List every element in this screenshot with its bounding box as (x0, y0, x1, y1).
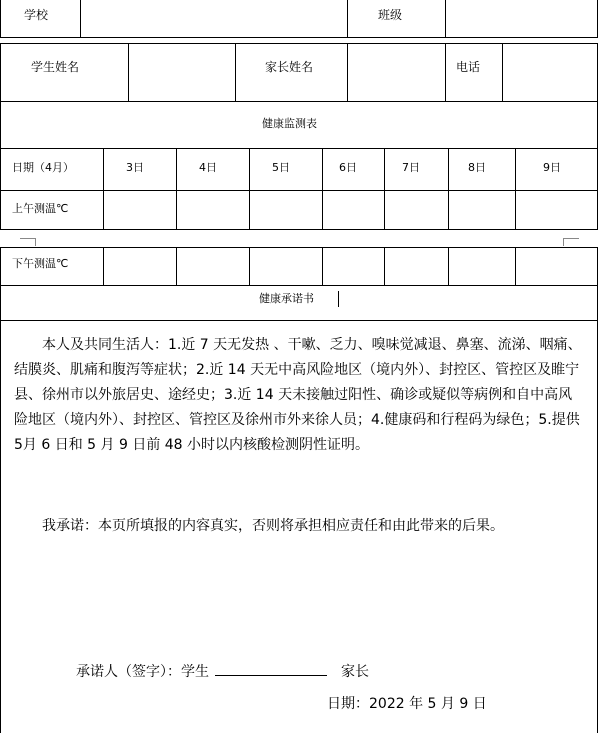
pledge-date: 日期：2022 年 5 月 9 日 (327, 696, 487, 712)
am-temperature-label: 上午测温℃ (12, 202, 69, 215)
phone-label: 电话 (456, 60, 481, 74)
date-header-label: 日期（4月） (12, 161, 74, 174)
class-field[interactable] (446, 0, 597, 37)
day-header: 5日 (272, 161, 290, 174)
page-corner-mark (35, 238, 36, 246)
school-label: 学校 (24, 8, 49, 22)
student-name-label: 学生姓名 (31, 60, 80, 74)
parent-name-label: 家长姓名 (265, 60, 314, 74)
am-temp-cell[interactable] (177, 191, 249, 229)
parent-signature-label: 家长 (341, 664, 369, 680)
day-header: 6日 (339, 161, 357, 174)
pm-temp-cell[interactable] (516, 248, 597, 285)
pm-temp-cell[interactable] (385, 248, 448, 285)
student-name-field[interactable] (129, 44, 235, 101)
phone-field[interactable] (503, 44, 597, 101)
pledge-paragraph-conditions: 本人及共同生活人：1.近 7 天无发热 、干嗽、乏力、嗅味觉减退、鼻塞、流涕、咽痛、结膜炎、肌痛和腹泻等症状；2.近 14 天无中高风险地区（境内外）、封控区、管控区及睢宁县、徐州市以外旅居史、途经史；3.近 14 天未接触过阳性、确诊或疑似等病例和自中高风险地区（境内外）、封控区、管控区及徐州市外来徐人员；4.健康码和行程码为绿色；5.提供 5月 6 日和 5 月 9 日前 48 小时以内核酸检测阴性证明。 (14, 337, 582, 453)
pm-temp-cell[interactable] (323, 248, 384, 285)
pm-temp-cell[interactable] (449, 248, 515, 285)
pledge-paragraph-commitment: 我承诺：本页所填报的内容真实，否则将承担相应责任和由此带来的后果。 (42, 518, 504, 534)
school-field[interactable] (81, 0, 347, 37)
am-temp-cell[interactable] (449, 191, 515, 229)
am-temp-cell[interactable] (250, 191, 322, 229)
pledge-title: 健康承诺书 (259, 292, 314, 305)
signer-prefix: 承诺人（签字）：学生 (76, 664, 209, 680)
page-corner-mark (563, 238, 564, 246)
pm-temp-cell[interactable] (104, 248, 176, 285)
day-header: 4日 (199, 161, 217, 174)
am-temp-cell[interactable] (385, 191, 448, 229)
day-header: 9日 (543, 161, 561, 174)
am-temp-cell[interactable] (104, 191, 176, 229)
pm-temperature-label: 下午测温℃ (12, 257, 69, 270)
pledge-commitment (14, 514, 586, 539)
am-temp-cell[interactable] (323, 191, 384, 229)
am-temp-cell[interactable] (516, 191, 597, 229)
class-label: 班级 (378, 8, 403, 22)
pm-temp-cell[interactable] (250, 248, 322, 285)
pledge-body (14, 333, 586, 458)
page-corner-mark (563, 238, 579, 239)
text-cursor (338, 291, 339, 307)
student-signature-field[interactable] (215, 660, 327, 676)
pm-temp-cell[interactable] (177, 248, 249, 285)
day-header: 7日 (402, 161, 420, 174)
day-header: 3日 (126, 161, 144, 174)
page-corner-mark (20, 238, 36, 239)
parent-name-field[interactable] (348, 44, 445, 101)
monitor-title: 健康监测表 (262, 117, 317, 130)
signature-line (76, 660, 369, 682)
day-header: 8日 (468, 161, 486, 174)
